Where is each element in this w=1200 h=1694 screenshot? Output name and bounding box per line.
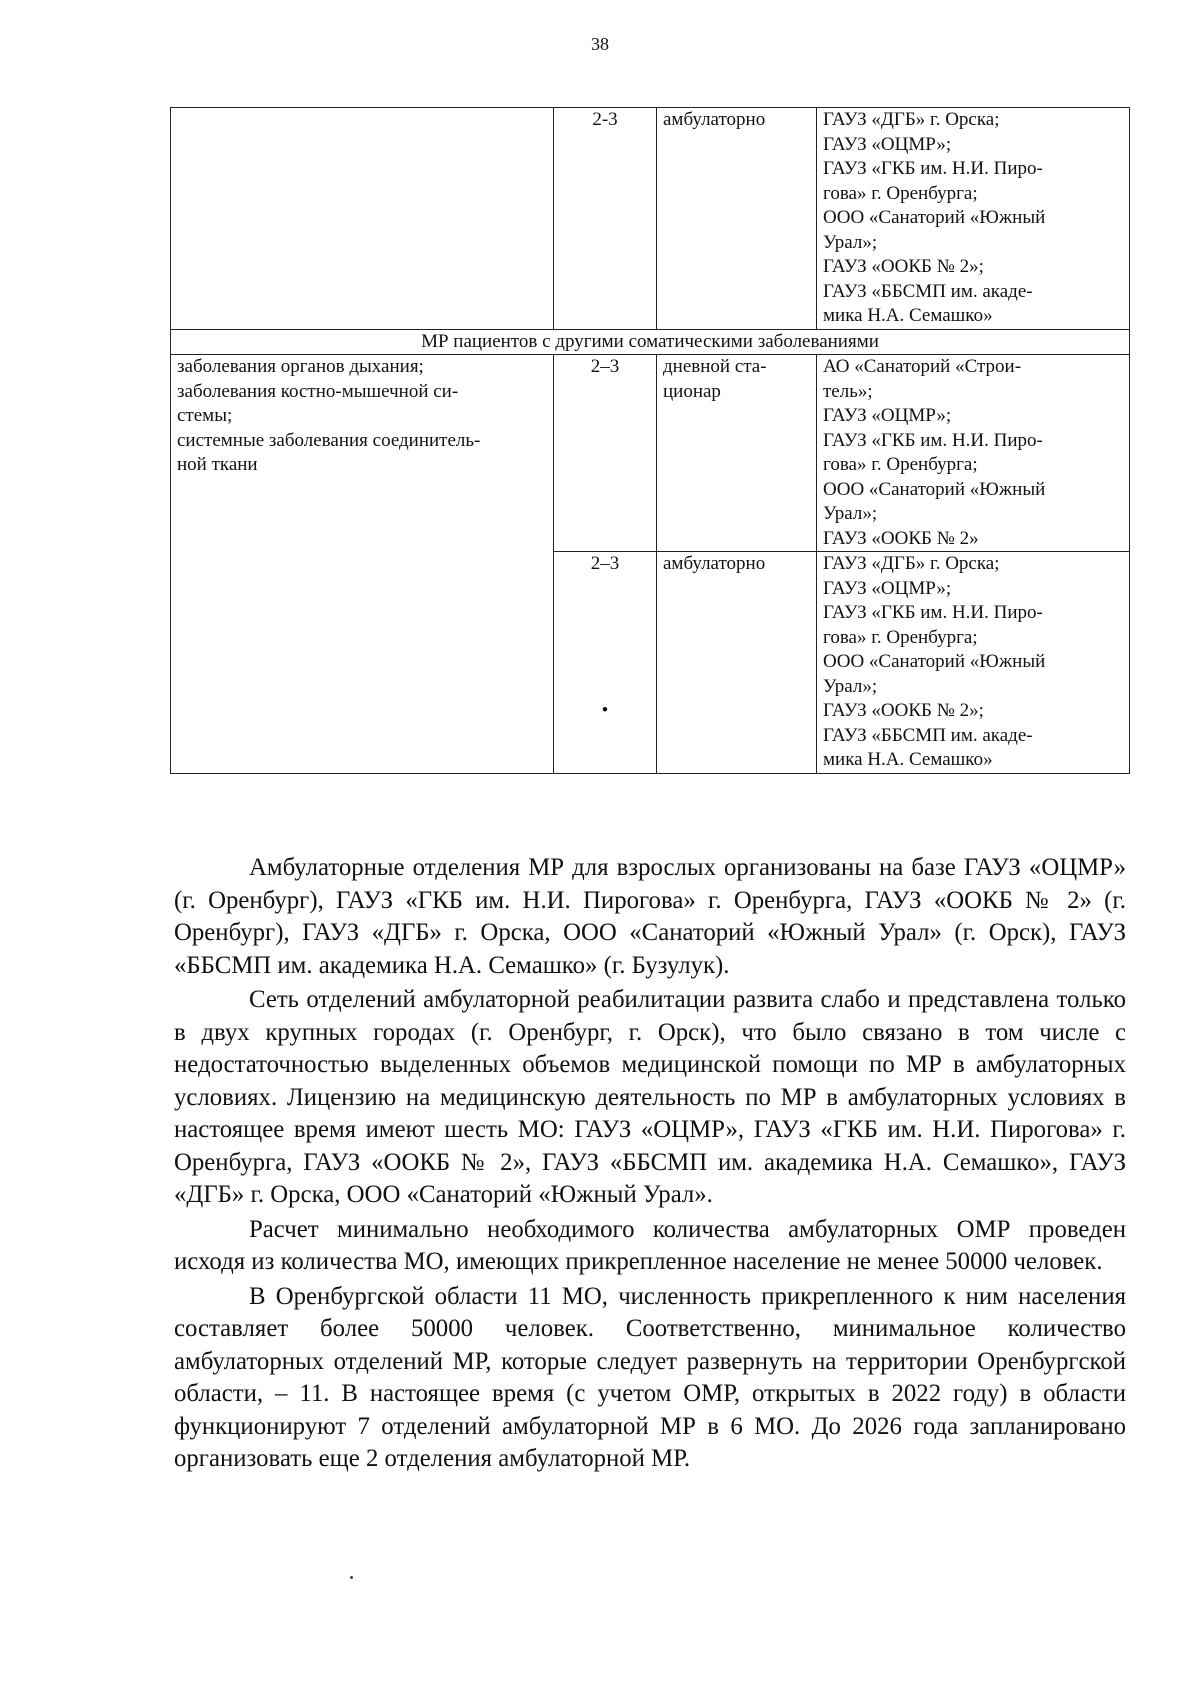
duration-cell	[554, 552, 657, 774]
table-row	[171, 108, 1130, 330]
paragraph: В Оренбургской области 11 МО, численность прикрепленного к ним населения составляет более 50000 человек. Соответственно, минимальное количество амбулаторных отделений МР, которые следует развернуть на территории Оренбургской области, – 11. В настоящее время (с учетом ОМР, открытых в 2022 году) в области функционируют 7 отделений амбулаторной МР в 6 МО. До 2026 года запланировано организовать еще 2 отделения амбулаторной МР.	[174, 1282, 1126, 1472]
scan-speck	[350, 1576, 353, 1579]
org-line: мика Н.А. Семашко»	[823, 305, 993, 326]
org-line: ГАУЗ «ББСМП им. акаде-	[823, 724, 1033, 746]
form-line: амбулаторно	[663, 109, 766, 130]
org-line: ООО «Санаторий «Южный	[823, 651, 1046, 672]
org-line: ГАУЗ «ОЦМР»;	[823, 133, 952, 155]
section-header-row	[171, 329, 1130, 355]
org-line: ООО «Санаторий «Южный	[823, 478, 1046, 500]
body-text	[174, 852, 1126, 1478]
bullet-mark: •	[601, 699, 609, 721]
orgs-cell	[817, 108, 1130, 330]
org-line: АО «Санаторий «Строи-	[823, 356, 1022, 377]
orgs-cell	[817, 355, 1130, 552]
org-line: ГАУЗ «ОЦМР»;	[823, 577, 952, 599]
form-cell	[657, 552, 817, 774]
form-cell	[657, 108, 817, 330]
paragraph: Расчет минимально необходимого количества амбулаторных ОМР проведен исходя из количества МО, имеющих прикрепленное население не менее 50000 человек.	[174, 1215, 1126, 1275]
condition-line: системные заболевания соединитель-	[177, 429, 481, 451]
paragraph: Амбулаторные отделения МР для взрослых организованы на базе ГАУЗ «ОЦМР» (г. Оренбург), ГАУЗ «ГКБ им. Н.И. Пирогова» г. Оренбурга, ГАУЗ «ООКБ № 2» (г. Оренбург), ГАУЗ «ДГБ» г. Орска, ООО «Санаторий «Южный Урал» (г. Орск), ГАУЗ «ББСМП им. академика Н.А. Семашко» (г. Бузулук).	[174, 854, 1126, 979]
condition-line: заболевания органов дыхания;	[177, 356, 424, 377]
org-line: тель»;	[823, 380, 873, 402]
org-line: гова» г. Оренбурга;	[823, 626, 978, 648]
org-line: ГАУЗ «ББСМП им. акаде-	[823, 280, 1033, 302]
spacer	[560, 577, 650, 699]
rehab-table	[170, 107, 1130, 774]
form-line: ционар	[663, 380, 721, 402]
condition-line: стемы;	[177, 405, 233, 426]
org-line: мика Н.А. Семашко»	[823, 749, 993, 770]
org-line: ГАУЗ «ООКБ № 2»;	[823, 700, 984, 721]
duration-cell: 2–3	[554, 355, 657, 552]
condition-line: заболевания костно-мышечной си-	[177, 380, 459, 402]
orgs-cell	[817, 552, 1130, 774]
table-row	[171, 355, 1130, 552]
condition-line: ной ткани	[177, 454, 258, 475]
org-line: гова» г. Оренбурга;	[823, 182, 978, 204]
paragraph: Сеть отделений амбулаторной реабилитации развита слабо и представлена только в двух крупных городах (г. Оренбург, г. Орск), что было связано в том числе с недостаточностью выделенных объемов медицинской помощи по МР в амбулаторных условиях. Лицензию на медицинскую деятельность по МР в амбулаторных условиях в настоящее время имеют шесть МО: ГАУЗ «ОЦМР», ГАУЗ «ГКБ им. Н.И. Пирогова» г. Оренбурга, ГАУЗ «ООКБ № 2», ГАУЗ «ББСМП им. академика Н.А. Семашко», ГАУЗ «ДГБ» г. Орска, ООО «Санаторий «Южный Урал».	[174, 986, 1126, 1208]
org-line: Урал»;	[823, 231, 878, 253]
org-line: ГАУЗ «ГКБ им. Н.И. Пиро-	[823, 602, 1043, 623]
org-line: Урал»;	[823, 503, 878, 524]
condition-cell	[171, 355, 554, 774]
form-line: дневной ста-	[663, 356, 767, 377]
duration-cell: 2-3	[554, 108, 657, 330]
org-line: Урал»;	[823, 675, 878, 697]
org-line: ООО «Санаторий «Южный	[823, 207, 1046, 228]
form-cell	[657, 355, 817, 552]
org-line: ГАУЗ «ГКБ им. Н.И. Пиро-	[823, 158, 1043, 179]
form-line: амбулаторно	[663, 553, 766, 574]
page-number: 38	[591, 34, 609, 54]
org-line: ГАУЗ «ООКБ № 2»;	[823, 256, 984, 277]
org-line: ГАУЗ «ДГБ» г. Орска;	[823, 553, 1000, 574]
org-line: ГАУЗ «ГКБ им. Н.И. Пиро-	[823, 429, 1043, 451]
duration-value: 2–3	[590, 553, 620, 574]
org-line: гова» г. Оренбурга;	[823, 454, 978, 475]
org-line: ГАУЗ «ДГБ» г. Орска;	[823, 109, 1000, 130]
condition-cell	[171, 108, 554, 330]
org-line: ГАУЗ «ООКБ № 2»	[823, 527, 979, 549]
section-title: МР пациентов с другими соматическими заболеваниями	[171, 329, 1130, 355]
org-line: ГАУЗ «ОЦМР»;	[823, 405, 952, 426]
